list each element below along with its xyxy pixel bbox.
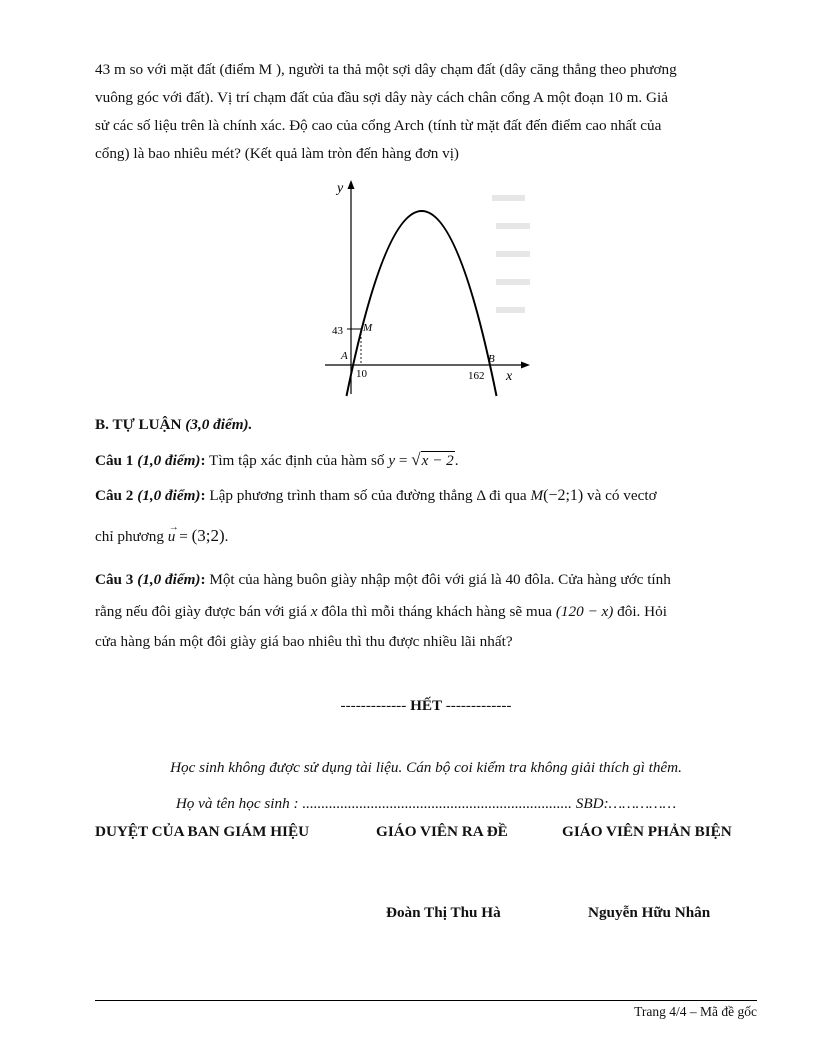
q1-formula-eq: = [395, 452, 412, 469]
q2-end: . [224, 528, 229, 545]
exam-notice: Học sinh không được sử dụng tài liệu. Cán bộ coi kiểm tra không giải thích gì thêm. [170, 759, 682, 776]
q3-colon: : [200, 571, 206, 588]
signature-board: DUYỆT CỦA BAN GIÁM HIỆU [95, 823, 310, 840]
q3-line-3: cửa hàng bán một đôi giày giá bao nhiêu thì thu được nhiều lãi nhất? [95, 633, 513, 650]
q2-text-2: đi qua [485, 487, 531, 504]
q2-text-3: và có vectơ [583, 487, 657, 504]
y-axis-label: y [337, 181, 344, 196]
vector-arrow-icon: → [168, 522, 179, 533]
intro-line-3: sử các số liệu trên là chính xác. Độ cao của cổng Arch (tính từ mặt đất đến điểm cao nhất của [95, 117, 662, 134]
reviewer-name: Nguyễn Hữu Nhân [588, 904, 711, 921]
q2-points: (1,0 điểm) [137, 487, 201, 504]
end-mark [95, 697, 757, 715]
intro-line-1: 43 m so với mặt đất (điểm M ), người ta thả một sợi dây chạm đất (dây căng thẳng theo phương [95, 61, 677, 78]
label-B: B [488, 353, 495, 365]
end-dashes-right: ------------- [445, 697, 512, 714]
footer-divider [95, 1000, 757, 1001]
page-footer: Trang 4/4 – Mã đề gốc [634, 1004, 757, 1019]
q3-line-1 [95, 566, 757, 594]
q3-line-2b: đôla thì mỗi tháng khách hàng sẽ mua [317, 603, 556, 620]
q1-colon: : [200, 452, 206, 469]
label-10: 10 [356, 368, 367, 380]
question-2-cont [95, 522, 757, 551]
q2-vector-name: u [167, 528, 176, 545]
x-axis-arrow [521, 362, 530, 369]
q2-colon: : [200, 487, 206, 504]
arch-figure [320, 176, 535, 398]
label-43: 43 [332, 325, 343, 337]
student-info-line: Họ và tên học sinh : ....................................................................... SBD:…………… [175, 795, 677, 812]
q2-point: M [530, 487, 544, 504]
q2-text-4: chỉ phương [95, 528, 168, 545]
q2-label: Câu 2 [95, 487, 134, 504]
sqrt-symbol: √ [411, 450, 421, 469]
q3-line-2a: rằng nếu đôi giày được bán với giá [95, 603, 311, 620]
intro-line-4: cổng) là bao nhiêu mét? (Kết quả làm tròn đến hàng đơn vị) [95, 145, 459, 162]
q1-formula-lhs: y [388, 452, 396, 469]
label-A: A [341, 350, 348, 362]
section-b-title: B. TỰ LUẬN [95, 416, 182, 433]
q2-vector [167, 522, 179, 551]
end-dashes-left: ------------- [340, 697, 407, 714]
y-axis-arrow [348, 180, 355, 189]
q1-text: Tìm tập xác định của hàm số [205, 452, 389, 469]
q1-formula-radicand: x − 2 [421, 452, 454, 469]
q3-price: 40 [505, 571, 521, 588]
x-axis-label: x [506, 369, 513, 384]
q3-line-1a: Một của hàng buôn giày nhập một đôi với giá là [205, 571, 506, 588]
q1-label: Câu 1 [95, 452, 134, 469]
q2-delta: Δ [476, 487, 486, 504]
problem-intro [95, 56, 757, 168]
q2-text-1: Lập phương trình tham số của đường thẳng [205, 487, 477, 504]
end-word: HẾT [406, 697, 446, 714]
q3-label: Câu 3 [95, 571, 134, 588]
question-1 [95, 446, 757, 475]
question-3 [95, 566, 757, 656]
q3-line-2 [95, 598, 757, 626]
teacher-name: Đoàn Thị Thu Hà [386, 904, 501, 921]
signature-reviewer: GIÁO VIÊN PHẢN BIỆN [562, 823, 732, 840]
section-b-points: (3,0 điểm). [185, 416, 253, 433]
q2-vector-eq: = [175, 528, 192, 545]
q3-var: x [310, 603, 318, 620]
q3-line-2c: đôi. Hỏi [613, 603, 667, 620]
signature-teacher: GIÁO VIÊN RA ĐỀ [376, 823, 508, 840]
q3-line-1b: đôla. Cửa hàng ước tính [520, 571, 671, 588]
q1-points: (1,0 điểm) [137, 452, 201, 469]
q2-point-coords: (−2;1) [543, 487, 584, 504]
section-b-heading [95, 411, 757, 439]
q1-end: . [454, 452, 459, 469]
q3-expr: (120 − x) [555, 603, 614, 620]
arch-parabola [347, 211, 497, 396]
label-M: M [363, 322, 373, 334]
question-2 [95, 482, 757, 510]
q2-vector-coords: (3;2) [191, 526, 225, 545]
faint-background-marks [492, 198, 530, 310]
q3-points: (1,0 điểm) [137, 571, 201, 588]
label-162: 162 [468, 370, 485, 382]
intro-line-2: vuông góc với đất). Vị trí chạm đất của đầu sợi dây này cách chân cổng A một đoạn 10 m. Giả [95, 89, 668, 106]
